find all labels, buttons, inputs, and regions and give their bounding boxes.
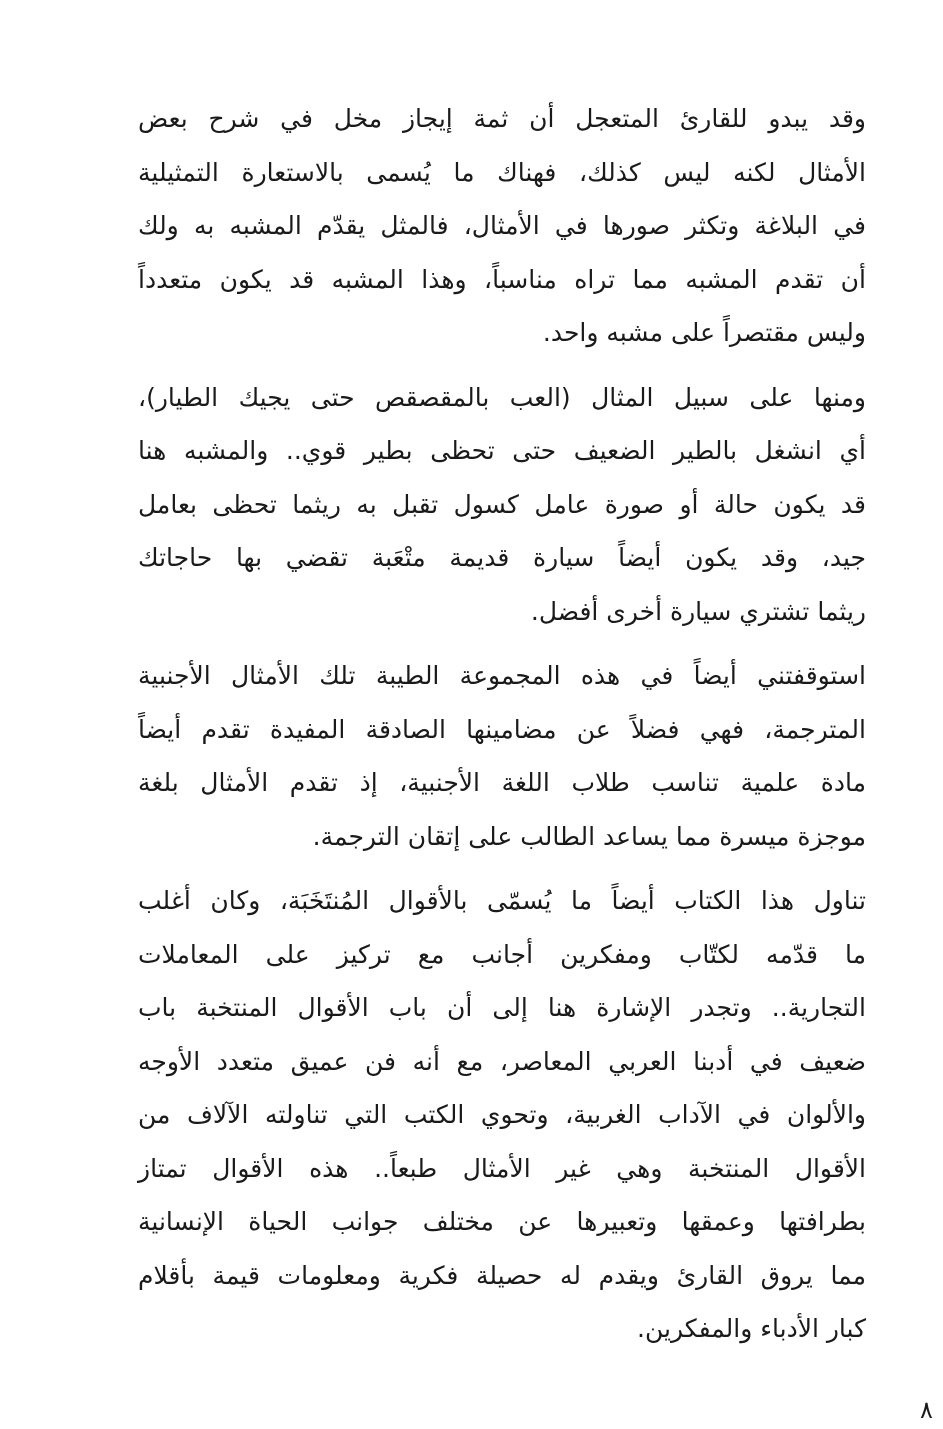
text-line: ومنها على سبيل المثال (العب بالمقصقص حتى يجيك الطيار)، bbox=[138, 382, 866, 412]
text-line: أن تقدم المشبه مما تراه مناسباً، وهذا المشبه قد يكون متعدداً bbox=[138, 264, 866, 294]
text-line: بطرافتها وعمقها وتعبيرها عن مختلف جوانب الحياة الإنسانية bbox=[138, 1207, 866, 1236]
paragraph-2 bbox=[138, 371, 866, 639]
text-line: مما يروق القارئ ويقدم له حصيلة فكرية ومعلومات قيمة بأقلام bbox=[138, 1260, 866, 1290]
text-line: التجارية.. وتجدر الإشارة هنا إلى أن باب الأقوال المنتخبة باب bbox=[138, 993, 866, 1022]
text-line: استوقفتني أيضاً في هذه المجموعة الطيبة تلك الأمثال الأجنبية bbox=[138, 661, 866, 690]
text-line: في البلاغة وتكثر صورها في الأمثال، فالمثل يقدّم المشبه به ولك bbox=[138, 211, 866, 240]
text-line: جيد، وقد يكون أيضاً سيارة قديمة متْعَبة تقضي بها حاجاتك bbox=[138, 543, 866, 572]
paragraph-4 bbox=[138, 874, 866, 1356]
text-line: الأمثال لكنه ليس كذلك، فهناك ما يُسمى بالاستعارة التمثيلية bbox=[138, 157, 866, 187]
text-line: الأقوال المنتخبة وهي غير الأمثال طبعاً.. هذه الأقوال تمتاز bbox=[138, 1153, 866, 1183]
text-line: مادة علمية تناسب طلاب اللغة الأجنبية، إذ تقدم الأمثال بلغة bbox=[138, 768, 866, 797]
text-line: أي انشغل بالطير الضعيف حتى تحظى بطير قوي.. والمشبه هنا bbox=[138, 436, 866, 465]
paragraph-1 bbox=[138, 92, 866, 360]
text-line: ضعيف في أدبنا العربي المعاصر، مع أنه فن عميق متعدد الأوجه bbox=[138, 1046, 866, 1076]
text-line: موجزة ميسرة مما يساعد الطالب على إتقان الترجمة. bbox=[312, 821, 866, 851]
text-line: ريثما تشتري سيارة أخرى أفضل. bbox=[530, 596, 866, 626]
text-line: وليس مقتصراً على مشبه واحد. bbox=[542, 318, 866, 347]
text-line: وقد يبدو للقارئ المتعجل أن ثمة إيجاز مخل في شرح بعض bbox=[138, 104, 866, 133]
text-line: والألوان في الآداب الغربية، وتحوي الكتب التي تناولته الآلاف من bbox=[138, 1100, 866, 1129]
paragraph-3 bbox=[138, 649, 866, 863]
text-line: المترجمة، فهي فضلاً عن مضامينها الصادقة المفيدة تقدم أيضاً bbox=[138, 714, 866, 744]
text-line: كبار الأدباء والمفكرين. bbox=[637, 1314, 866, 1343]
text-line: تناول هذا الكتاب أيضاً ما يُسمّى بالأقوال المُنتَخَبَة، وكان أغلب bbox=[138, 886, 866, 915]
text-line: قد يكون حالة أو صورة عامل كسول تقبل به ريثما تحظى بعامل bbox=[138, 489, 866, 519]
text-line: ما قدّمه لكتّاب ومفكرين أجانب مع تركيز على المعاملات bbox=[138, 939, 866, 969]
page-number: ٨ bbox=[920, 1396, 933, 1424]
body-text bbox=[138, 92, 866, 1367]
